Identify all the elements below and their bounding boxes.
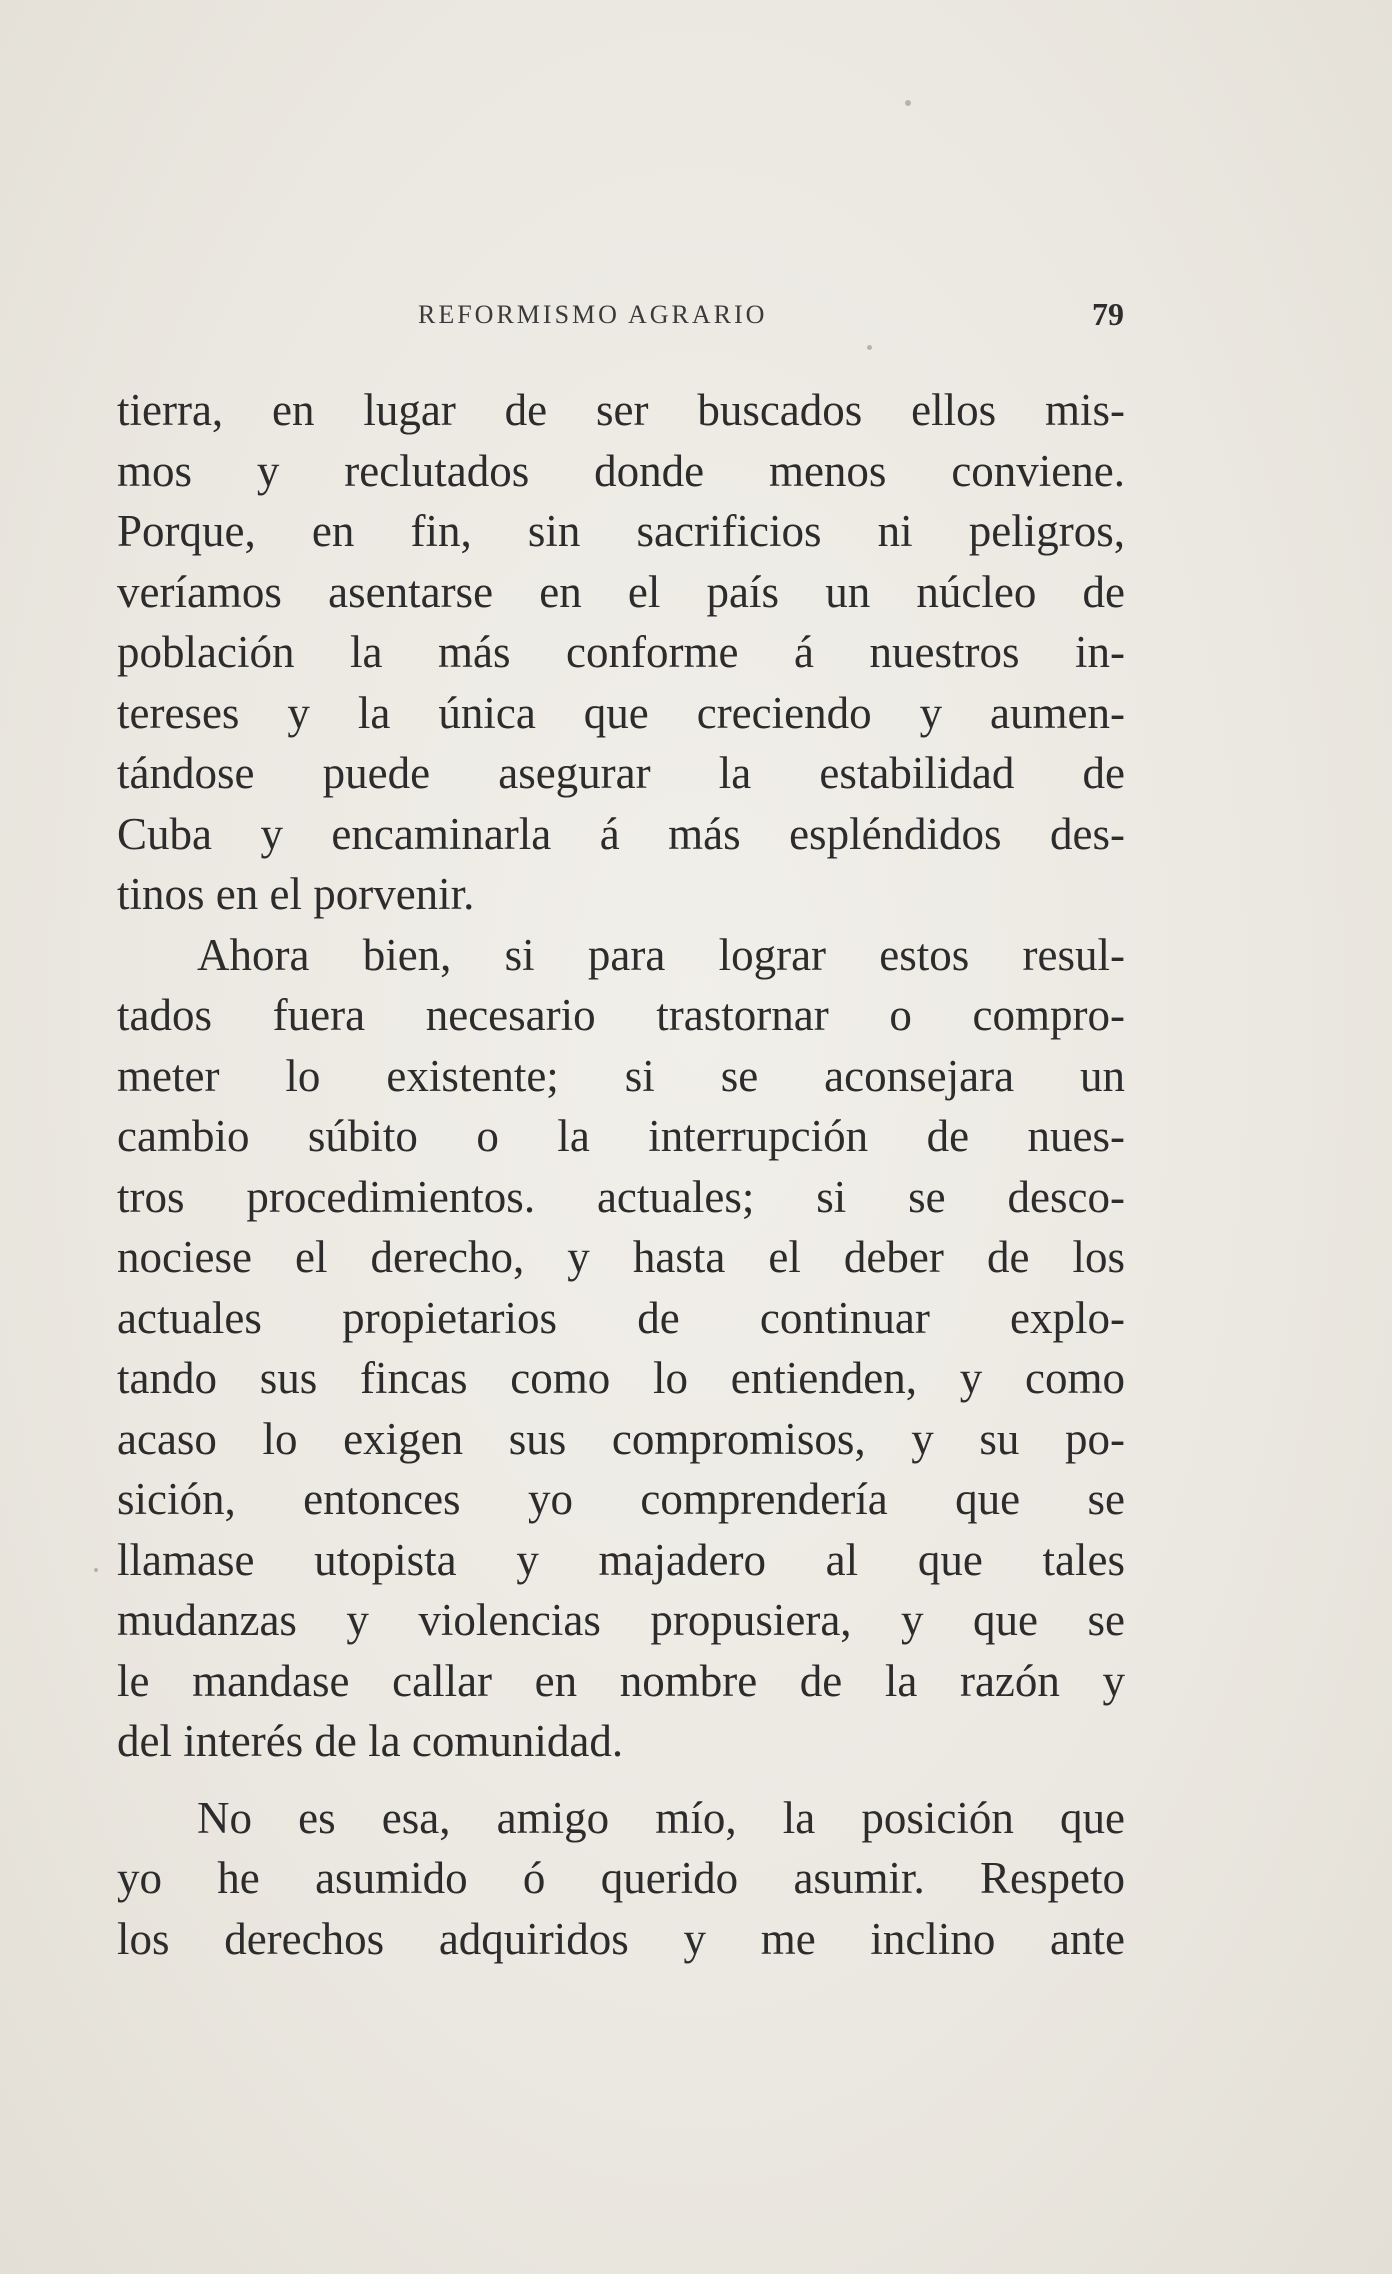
paragraph <box>117 925 1125 1772</box>
text-line: tereses y la única que creciendo y aumen- <box>117 687 1125 738</box>
text-line: Cuba y encaminarla á más espléndidos des- <box>117 808 1125 859</box>
text-line: tros procedimientos. actuales; si se desco- <box>117 1171 1125 1222</box>
text-line: tierra, en lugar de ser buscados ellos mis- <box>117 385 1125 435</box>
paragraph-gap <box>117 1772 1125 1788</box>
print-speck <box>905 100 911 106</box>
text-line: tinos en el porvenir. <box>117 869 475 919</box>
text-line: nociese el derecho, y hasta el deber de los <box>117 1232 1125 1282</box>
text-line: tados fuera necesario trastornar o compro- <box>117 990 1125 1040</box>
running-title: REFORMISMO AGRARIO <box>418 300 768 329</box>
text-line: sición, entonces yo comprendería que se <box>117 1474 1125 1524</box>
text-line: los derechos adquiridos y me inclino ante <box>117 1913 1125 1964</box>
text-line: tando sus fincas como lo entienden, y como <box>117 1353 1125 1403</box>
paragraph <box>117 380 1125 925</box>
page-number: 79 <box>1092 296 1124 332</box>
text-line: mos y reclutados donde menos conviene. <box>117 445 1125 496</box>
text-line: acaso lo exigen sus compromisos, y su po- <box>117 1413 1125 1464</box>
print-speck <box>867 345 872 350</box>
text-line: Ahora bien, si para lograr estos resul- <box>197 929 1125 980</box>
text-line: le mandase callar en nombre de la razón y <box>117 1655 1125 1706</box>
text-line: yo he asumido ó querido asumir. Respeto <box>117 1853 1125 1903</box>
text-line: del interés de la comunidad. <box>117 1716 624 1766</box>
text-line: cambio súbito o la interrupción de nues- <box>117 1111 1125 1161</box>
body-text <box>117 380 1125 1969</box>
text-line: población la más conforme á nuestros in- <box>117 627 1125 677</box>
text-line: meter lo existente; si se aconsejara un <box>117 1050 1125 1101</box>
text-line: No es esa, amigo mío, la posición que <box>197 1792 1125 1843</box>
text-line: tándose puede asegurar la estabilidad de <box>117 748 1125 798</box>
text-line: Porque, en fin, sin sacrificios ni peligros, <box>117 506 1125 556</box>
text-line: veríamos asentarse en el país un núcleo de <box>117 566 1125 617</box>
text-line: mudanzas y violencias propusiera, y que se <box>117 1595 1125 1645</box>
text-line: actuales propietarios de continuar explo- <box>117 1292 1125 1343</box>
paragraph <box>117 1788 1125 1970</box>
text-line: llamase utopista y majadero al que tales <box>117 1534 1125 1585</box>
print-speck <box>94 1568 98 1572</box>
